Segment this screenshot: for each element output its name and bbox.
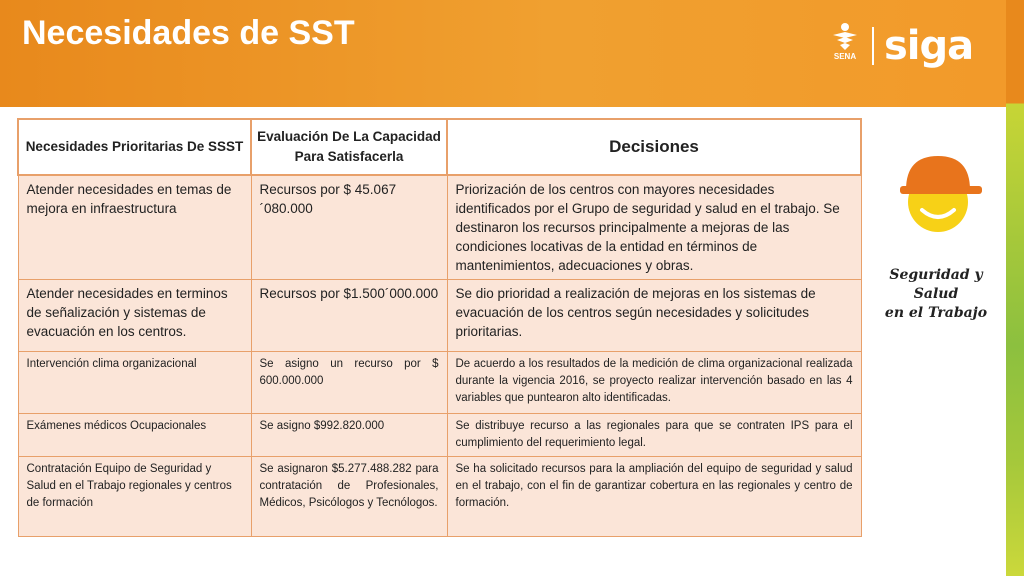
cell-decision: Se ha solicitado recursos para la ampliación del equipo de seguridad y salud en el trabajo, con el fin de garantizar cobertura en las regionales y centro de formación. xyxy=(447,457,861,537)
sst-caption xyxy=(866,266,1006,323)
sst-needs-table xyxy=(17,118,862,537)
cell-evaluation: Se asigno $992.820.000 xyxy=(251,414,447,457)
header-needs: Necesidades Prioritarias De SSST xyxy=(18,119,251,175)
cell-need: Intervención clima organizacional xyxy=(18,352,251,414)
header-evaluation: Evaluación De La Capacidad Para Satisfacerla xyxy=(251,119,447,175)
cell-decision: Priorización de los centros con mayores necesidades identificados por el Grupo de seguridad y salud en el trabajo. Se destinaron los recursos principalmente a mejoras de las condiciones locativas de la entidad en términos de mantenimientos, adecuaciones y obras. xyxy=(447,175,861,280)
side-color-stripe xyxy=(1006,0,1024,576)
table-row xyxy=(18,457,861,537)
cell-decision: De acuerdo a los resultados de la medición de clima organizacional realizada durante la vigencia 2016, se proyecto realizar intervención basado en las 4 variables que puntearon alto identificadas. xyxy=(447,352,861,414)
cell-need: Contratación Equipo de Seguridad y Salud en el Trabajo regionales y centros de formación xyxy=(18,457,251,537)
logo-divider xyxy=(872,27,874,65)
page-title: Necesidades de SST xyxy=(22,14,355,52)
table-row xyxy=(18,352,861,414)
sena-label: SENA xyxy=(833,52,857,61)
cell-decision: Se distribuye recurso a las regionales para que se contraten IPS para el cumplimiento del requerimiento legal. xyxy=(447,414,861,457)
logo-group xyxy=(826,20,973,72)
table-row xyxy=(18,280,861,352)
siga-logo: siga xyxy=(884,23,974,69)
cell-need: Atender necesidades en temas de mejora en infraestructura xyxy=(18,175,251,280)
table-row xyxy=(18,175,861,280)
header-decisions: Decisiones xyxy=(447,119,861,175)
table-row xyxy=(18,414,861,457)
cell-evaluation: Recursos por $1.500´000.000 xyxy=(251,280,447,352)
cell-decision: Se dio prioridad a realización de mejoras en los sistemas de evacuación de los centros según necesidades y solicitudes prioritarias. xyxy=(447,280,861,352)
cell-need: Atender necesidades en terminos de señalización y sistemas de evacuación en los centros. xyxy=(18,280,251,352)
cell-evaluation: Recursos por $ 45.067´080.000 xyxy=(251,175,447,280)
sst-caption-line1: Seguridad y Salud xyxy=(889,267,983,302)
sst-caption-line2: en el Trabajo xyxy=(884,305,988,321)
smiley-helmet-icon xyxy=(870,150,1006,240)
sena-logo xyxy=(826,22,864,70)
cell-evaluation: Se asigno un recurso por $ 600.000.000 xyxy=(251,352,447,414)
mascot-area xyxy=(870,150,1006,245)
cell-evaluation: Se asignaron $5.277.488.282 para contratación de Profesionales, Médicos, Psicólogos y Tecnólogos. xyxy=(251,457,447,537)
cell-need: Exámenes médicos Ocupacionales xyxy=(18,414,251,457)
sena-figure-icon xyxy=(830,22,860,52)
table-header-row xyxy=(18,119,861,175)
header-banner xyxy=(0,0,1006,107)
